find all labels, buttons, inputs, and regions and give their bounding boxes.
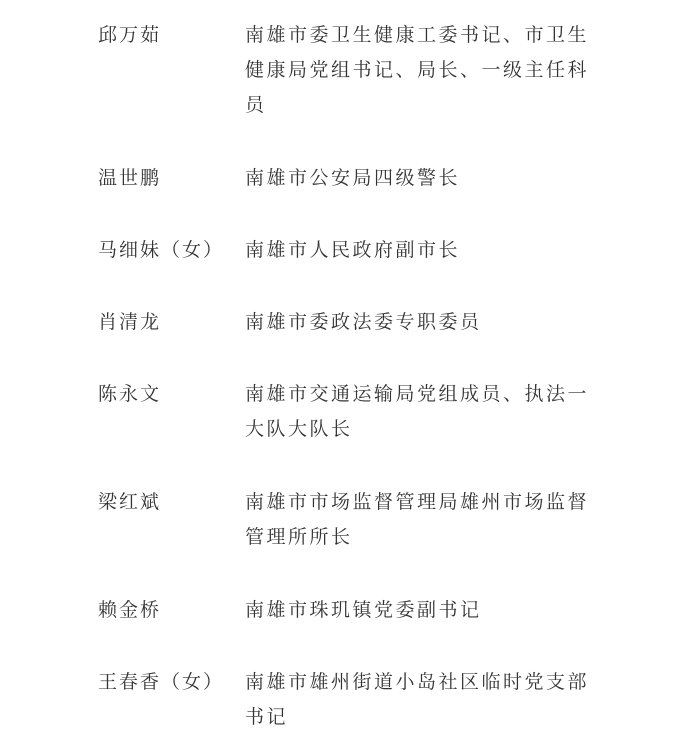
person-name: 赖金桥 (98, 599, 162, 621)
person-title: 南雄市交通运输局党组成员、执法一大队大队长 (245, 383, 590, 440)
person-title: 南雄市雄州街道小岛社区临时党支部书记 (245, 671, 590, 728)
person-name: 王春香（女） (98, 671, 225, 693)
person-name: 温世鹏 (98, 167, 162, 189)
person-title: 南雄市委政法委专职委员 (245, 311, 482, 333)
person-name: 邱万茹 (98, 24, 162, 46)
person-name: 梁红斌 (98, 491, 162, 513)
person-title: 南雄市市场监督管理局雄州市场监督管理所所长 (245, 491, 590, 548)
person-name: 肖清龙 (98, 311, 162, 333)
person-title: 南雄市人民政府副市长 (245, 239, 461, 261)
person-title: 南雄市珠玑镇党委副书记 (245, 599, 482, 621)
person-name: 马细妹（女） (98, 239, 225, 261)
person-title: 南雄市公安局四级警长 (245, 167, 461, 189)
person-title: 南雄市委卫生健康工委书记、市卫生健康局党组书记、局长、一级主任科员 (245, 24, 590, 116)
person-name: 陈永文 (98, 383, 162, 405)
